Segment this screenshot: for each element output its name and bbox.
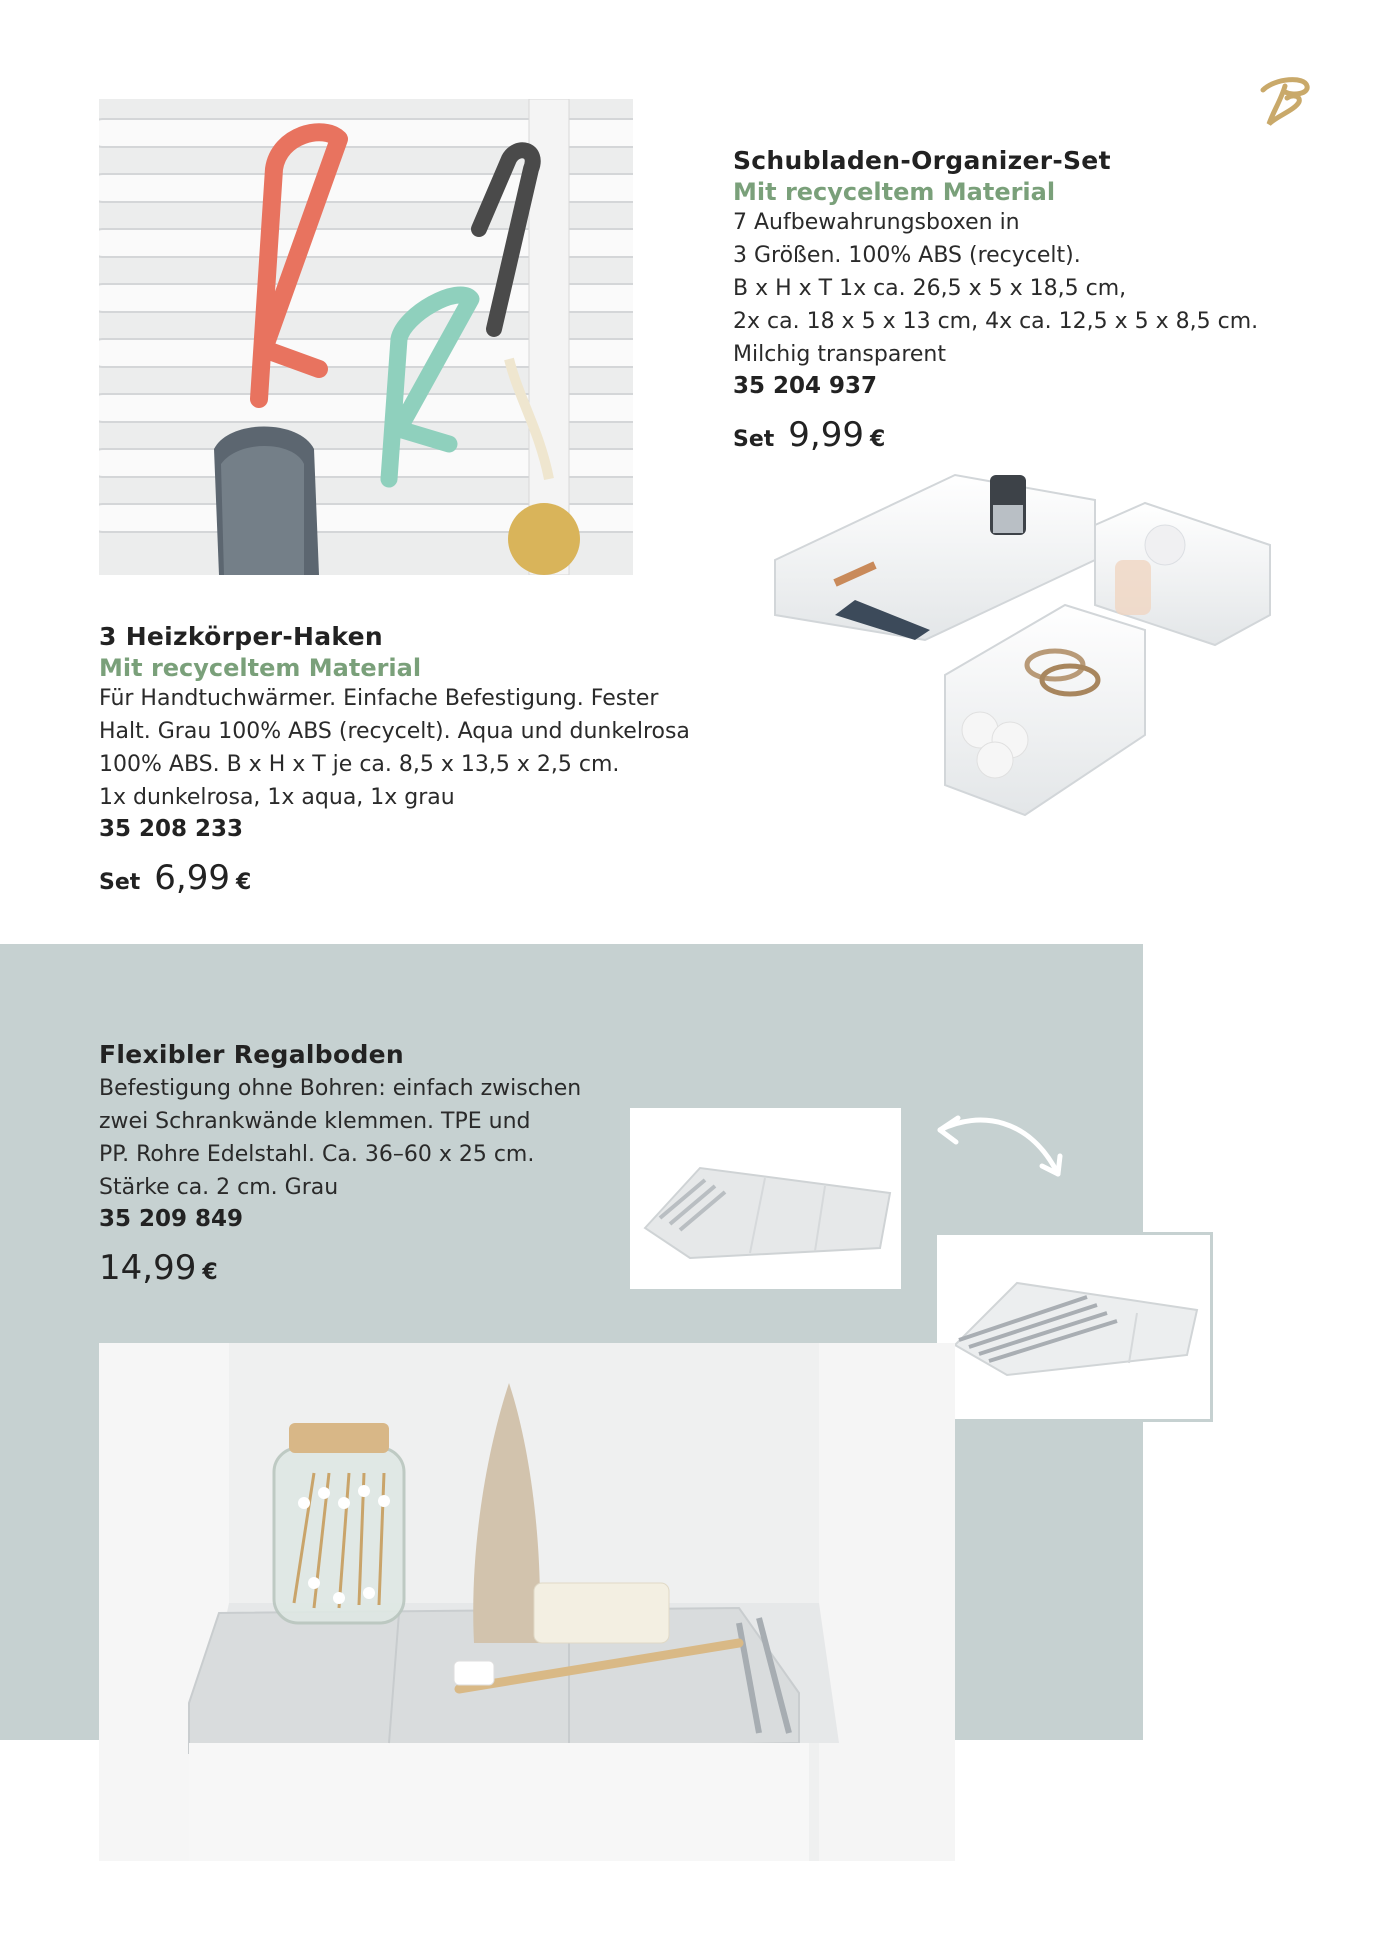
hooks-photo (99, 99, 633, 575)
shelf-desc-line: Stärke ca. 2 cm. Grau (99, 1175, 339, 1200)
organizer-desc-line: 3 Größen. 100% ABS (recycelt). (733, 243, 1081, 268)
organizer-photo (765, 465, 1275, 835)
hooks-price-value: 6,99 (154, 858, 230, 898)
hooks-article-number: 35 208 233 (99, 816, 244, 842)
hooks-desc-line: 1x dunkelrosa, 1x aqua, 1x grau (99, 785, 455, 810)
shelf-collapsed-photo (630, 1108, 901, 1289)
organizer-desc-line: 2x ca. 18 x 5 x 13 cm, 4x ca. 12,5 x 5 x 8,5 cm. (733, 309, 1259, 334)
hooks-desc-line: 100% ABS. B x H x T je ca. 8,5 x 13,5 x 2,5 cm. (99, 752, 620, 777)
swap-arrow-icon (930, 1108, 1070, 1188)
organizer-currency: € (870, 427, 886, 452)
shelf-scene-photo (99, 1343, 955, 1861)
organizer-price-value: 9,99 (788, 415, 864, 455)
organizer-article-number: 35 204 937 (733, 373, 878, 399)
organizer-price (733, 415, 1293, 455)
shelf-desc-line: PP. Rohre Edelstahl. Ca. 36–60 x 25 cm. (99, 1142, 535, 1167)
shelf-price-value: 14,99 (99, 1248, 197, 1288)
hooks-desc-line: Halt. Grau 100% ABS (recycelt). Aqua und dunkelrosa (99, 719, 690, 744)
shelf-description (99, 1072, 659, 1204)
hooks-product-info (99, 622, 719, 898)
hooks-set-label: Set (99, 870, 141, 895)
hooks-price (99, 858, 719, 898)
shelf-article-number: 35 209 849 (99, 1206, 244, 1232)
shelf-desc-line: Befestigung ohne Bohren: einfach zwischen (99, 1076, 582, 1101)
hooks-currency: € (236, 870, 252, 895)
hooks-desc-line: Für Handtuchwärmer. Einfache Befestigung. Fester (99, 686, 659, 711)
shelf-price (99, 1248, 659, 1288)
organizer-description (733, 206, 1293, 371)
organizer-set-label: Set (733, 427, 775, 452)
organizer-product-info (733, 146, 1293, 455)
organizer-subtitle: Mit recyceltem Material (733, 178, 1056, 206)
organizer-desc-line: Milchig transparent (733, 342, 946, 367)
shelf-title: Flexibler Regalboden (99, 1040, 405, 1069)
hooks-title: 3 Heizkörper-Haken (99, 622, 384, 651)
shelf-desc-line: zwei Schrankwände klemmen. TPE und (99, 1109, 531, 1134)
hooks-subtitle: Mit recyceltem Material (99, 654, 422, 682)
organizer-title: Schubladen-Organizer-Set (733, 146, 1111, 175)
shelf-extended-photo (937, 1235, 1210, 1419)
shelf-currency: € (202, 1260, 218, 1285)
shelf-product-info (99, 1040, 659, 1288)
hooks-description (99, 682, 719, 814)
organizer-desc-line: B x H x T 1x ca. 26,5 x 5 x 18,5 cm, (733, 276, 1127, 301)
organizer-desc-line: 7 Aufbewahrungsboxen in (733, 210, 1020, 235)
brand-logo-icon (1255, 72, 1315, 132)
